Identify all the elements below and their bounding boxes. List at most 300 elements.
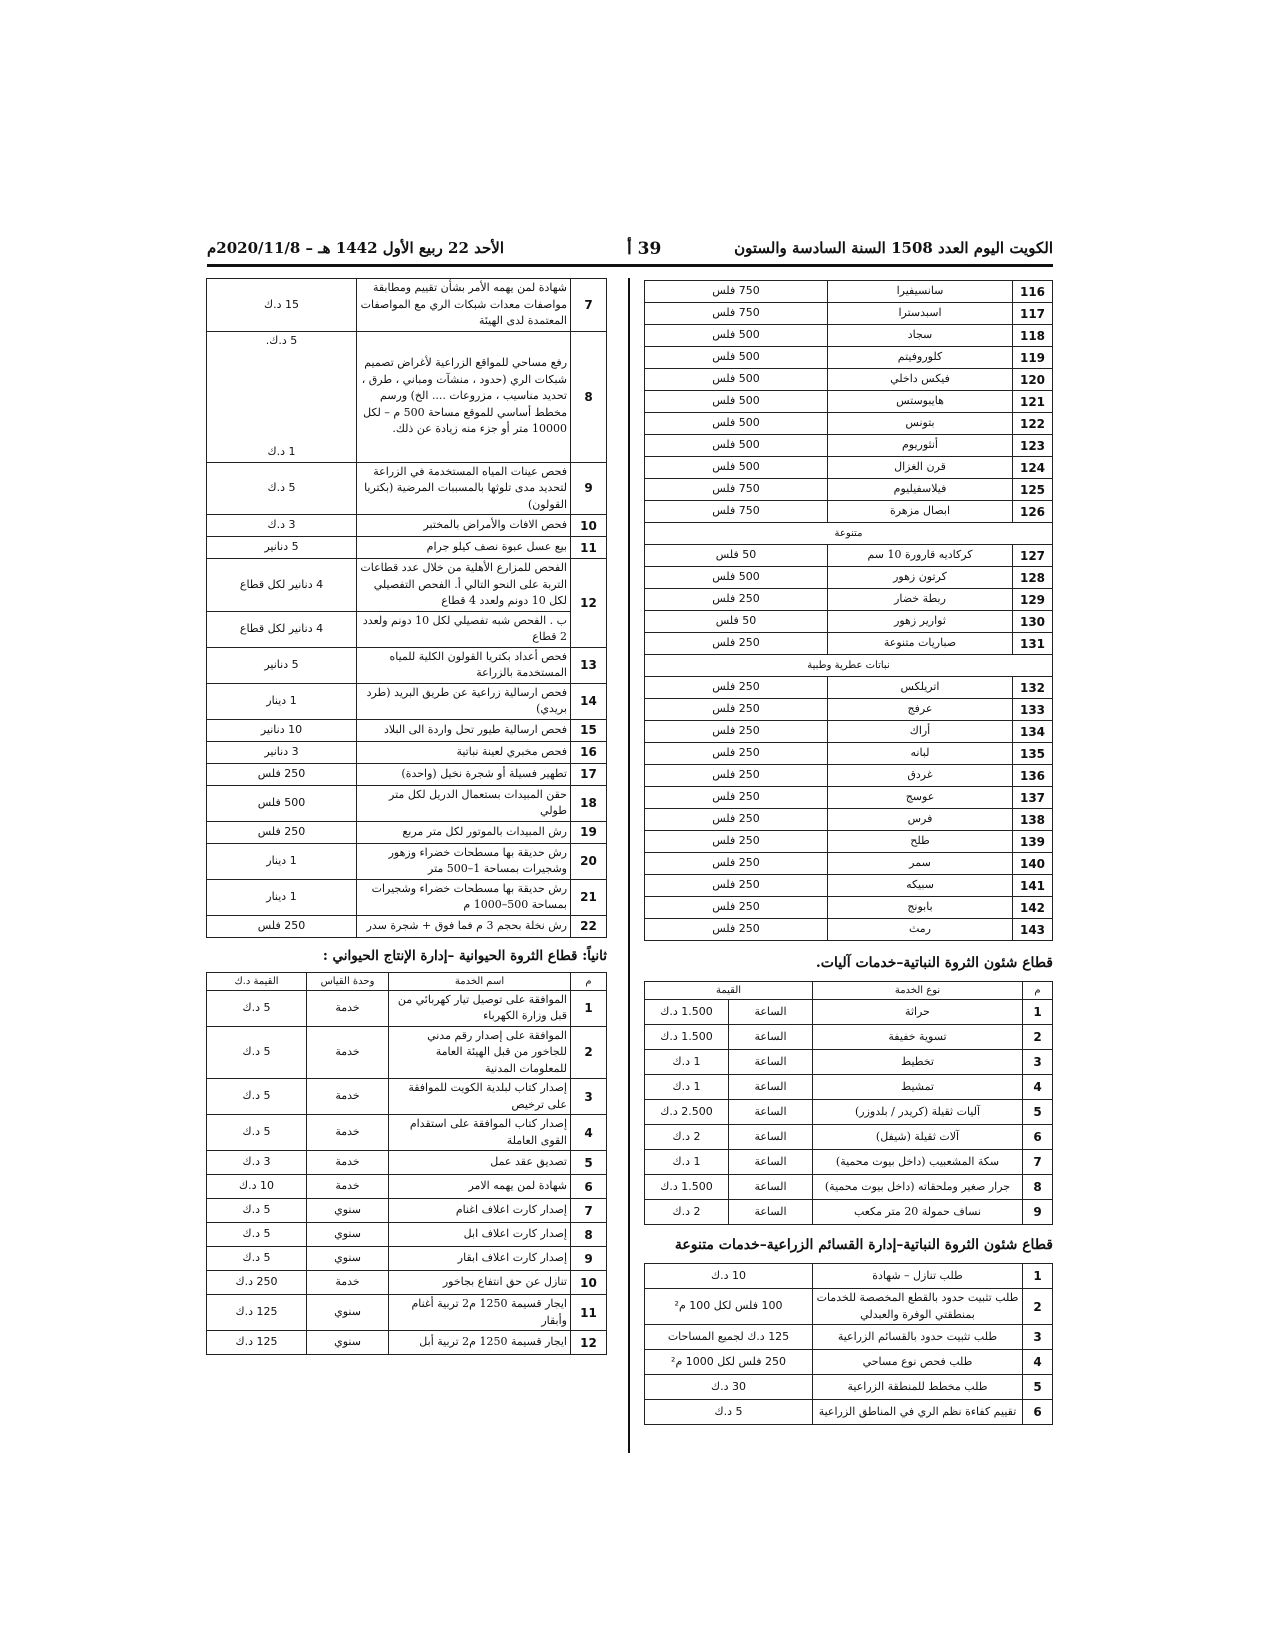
item-name: غردق bbox=[828, 765, 1013, 787]
row-number: 10 bbox=[571, 1271, 607, 1295]
service-name: فحص عينات المياه المستخدمة في الزراعة لتحديد مدى تلوثها بالمسببات المرضية (بكتريا القولون) bbox=[357, 462, 571, 515]
row-number: 127 bbox=[1013, 545, 1053, 567]
price bbox=[207, 515, 357, 537]
row-number: 21 bbox=[571, 879, 607, 915]
unit: الساعة bbox=[729, 1125, 813, 1150]
unit: الساعة bbox=[729, 1050, 813, 1075]
service-name: حقن المبيدات بستعمال الدريل لكل متر طولي bbox=[357, 785, 571, 821]
unit: سنوي bbox=[307, 1247, 389, 1271]
unit: الساعة bbox=[729, 1150, 813, 1175]
service-name: شهادة لمن يهمه الامر bbox=[389, 1175, 571, 1199]
price: 125 د.ك bbox=[207, 1331, 307, 1355]
row-number: 1 bbox=[1023, 1000, 1053, 1025]
table-row bbox=[644, 1075, 1052, 1100]
item-name: قرن الغزال bbox=[828, 457, 1013, 479]
right-column bbox=[645, 280, 1053, 1425]
service-name: طلب مخطط للمنطقة الزراعية bbox=[813, 1375, 1023, 1400]
price-value: 250 فلس bbox=[257, 918, 306, 932]
row-number: 139 bbox=[1013, 831, 1053, 853]
table-row bbox=[207, 990, 607, 1026]
service-name: فحص مخبري لعينة نباتية bbox=[357, 741, 571, 763]
item-price: 500 فلس bbox=[645, 347, 828, 369]
table-row bbox=[645, 589, 1053, 611]
service-name: فحص أعداد بكتريا القولون الكلية للمياه المستخدمة بالزراعة bbox=[357, 647, 571, 683]
price: 2.500 د.ك bbox=[644, 1100, 728, 1125]
row-number: 10 bbox=[571, 515, 607, 537]
row-number: 13 bbox=[571, 647, 607, 683]
table-row bbox=[645, 303, 1053, 325]
service-name: طلب تثبيت حدود بالقطع المخصصة للخدمات بمنطقتي الوفرة والعبدلي bbox=[813, 1289, 1023, 1325]
row-number: 117 bbox=[1013, 303, 1053, 325]
service-name: جرار صغير وملحقاته (داخل بيوت محمية) bbox=[813, 1175, 1023, 1200]
row-number: 6 bbox=[571, 1175, 607, 1199]
item-price: 250 فلس bbox=[645, 743, 828, 765]
row-number: 15 bbox=[571, 719, 607, 741]
service-name: رش المبيدات بالموتور لكل متر مربع bbox=[357, 821, 571, 843]
price bbox=[207, 559, 357, 612]
row-number: 143 bbox=[1013, 919, 1053, 941]
price bbox=[207, 537, 357, 559]
row-number: 123 bbox=[1013, 435, 1053, 457]
item-price: 500 فلس bbox=[645, 567, 828, 589]
price: 2 د.ك bbox=[644, 1125, 728, 1150]
price: 10 د.ك bbox=[207, 1175, 307, 1199]
table-row bbox=[645, 457, 1053, 479]
table-row bbox=[207, 821, 607, 843]
service-name: رش نخلة بحجم 3 م فما فوق + شجرة سدر bbox=[357, 915, 571, 937]
row-number: 138 bbox=[1013, 809, 1053, 831]
row-number: 11 bbox=[571, 537, 607, 559]
table-row bbox=[645, 787, 1053, 809]
row-number: 7 bbox=[1023, 1150, 1053, 1175]
unit: خدمة bbox=[307, 1151, 389, 1175]
row-number: 120 bbox=[1013, 369, 1053, 391]
table-row bbox=[645, 1400, 1053, 1425]
table-header-row bbox=[207, 972, 607, 990]
unit: سنوي bbox=[307, 1331, 389, 1355]
category-row bbox=[645, 523, 1053, 545]
item-price: 250 فلس bbox=[645, 897, 828, 919]
price bbox=[207, 331, 357, 462]
col-header-m: م bbox=[1023, 982, 1053, 1000]
item-price: 500 فلس bbox=[645, 325, 828, 347]
table-row bbox=[645, 281, 1053, 303]
animal-section-title: ثانياً: قطاع الثروة الحيوانية –إدارة الإنتاج الحيواني : bbox=[322, 947, 607, 964]
table-row bbox=[207, 1331, 607, 1355]
price: 5 د.ك bbox=[207, 1199, 307, 1223]
table-row bbox=[207, 611, 607, 647]
row-number: 6 bbox=[1023, 1400, 1053, 1425]
item-name: كرتون زهور bbox=[828, 567, 1013, 589]
service-name: طلب تثبيت حدود بالقسائم الزراعية bbox=[813, 1325, 1023, 1350]
item-price: 250 فلس bbox=[645, 699, 828, 721]
row-number: 18 bbox=[571, 785, 607, 821]
item-name: عرفج bbox=[828, 699, 1013, 721]
item-price: 250 فلس bbox=[645, 721, 828, 743]
animal-services-table bbox=[206, 972, 607, 1356]
row-number: 16 bbox=[571, 741, 607, 763]
item-price: 250 فلس bbox=[645, 875, 828, 897]
price-value: 4 دنانير لكل قطاع bbox=[239, 621, 324, 635]
item-name: سجاد bbox=[828, 325, 1013, 347]
table-row bbox=[645, 611, 1053, 633]
table-row bbox=[644, 1000, 1052, 1025]
price-value: 4 دنانير لكل قطاع bbox=[239, 577, 324, 591]
table-row bbox=[645, 325, 1053, 347]
item-name: ابصال مزهرة bbox=[828, 501, 1013, 523]
service-name: رفع مساحي للمواقع الزراعية لأغراض تصميم شبكات الري (حدود ، منشآت ومباني ، طرق ، تحديد مناسيب ، مزروعات .... الخ) ورسم مخطط أساسي للموقع مساحة 500 م – لكل 10000 متر أو جزء منه زيادة عن ذلك. bbox=[357, 331, 571, 462]
unit: خدمة bbox=[307, 990, 389, 1026]
category-label: متنوعة bbox=[645, 523, 1053, 545]
table-row bbox=[207, 915, 607, 937]
price-value: 15 د.ك bbox=[264, 297, 299, 311]
price-value: 5 دنانير bbox=[264, 540, 299, 554]
item-name: فرس bbox=[828, 809, 1013, 831]
service-name: سكة المشعبيب (داخل بيوت محمية) bbox=[813, 1150, 1023, 1175]
machines-table-body bbox=[644, 1000, 1052, 1225]
service-name: تنازل عن حق انتفاع بجاخور bbox=[389, 1271, 571, 1295]
price bbox=[207, 611, 357, 647]
price-value-extra: 1 د.ك bbox=[267, 445, 296, 458]
price bbox=[207, 915, 357, 937]
table-row bbox=[645, 765, 1053, 787]
price: 10 د.ك bbox=[645, 1264, 813, 1289]
table-row bbox=[645, 1375, 1053, 1400]
price: 250 فلس لكل 1000 م² bbox=[645, 1350, 813, 1375]
price-value: 3 دنانير bbox=[264, 744, 299, 758]
service-name: نساف حمولة 20 متر مكعب bbox=[813, 1200, 1023, 1225]
row-number: 2 bbox=[1023, 1289, 1053, 1325]
table-row bbox=[207, 741, 607, 763]
unit: الساعة bbox=[729, 1100, 813, 1125]
item-price: 250 فلس bbox=[645, 589, 828, 611]
row-number: 12 bbox=[571, 559, 607, 648]
row-number: 3 bbox=[1023, 1050, 1053, 1075]
table-row bbox=[207, 1199, 607, 1223]
col-header-value: القيمة د.ك bbox=[207, 972, 307, 990]
table-row bbox=[645, 369, 1053, 391]
service-name: فحص ارسالية طيور تحل واردة الى البلاد bbox=[357, 719, 571, 741]
table-row bbox=[207, 1115, 607, 1151]
item-price: 250 فلس bbox=[645, 787, 828, 809]
table-row bbox=[645, 479, 1053, 501]
category-label: نباتات عطرية وطبية bbox=[645, 655, 1053, 677]
table-row bbox=[645, 809, 1053, 831]
service-name: بيع عسل عبوة نصف كيلو جرام bbox=[357, 537, 571, 559]
price: 3 د.ك bbox=[207, 1151, 307, 1175]
table-row bbox=[207, 1151, 607, 1175]
table-row bbox=[645, 875, 1053, 897]
table-row bbox=[645, 391, 1053, 413]
item-price: 500 فلس bbox=[645, 435, 828, 457]
service-name: آليات ثقيلة (كريدر / بلدوزر) bbox=[813, 1100, 1023, 1125]
item-price: 250 فلس bbox=[645, 765, 828, 787]
table-row bbox=[207, 331, 607, 462]
unit: سنوي bbox=[307, 1295, 389, 1331]
row-number: 5 bbox=[1023, 1100, 1053, 1125]
service-name: تقييم كفاءة نظم الري في المناطق الزراعية bbox=[813, 1400, 1023, 1425]
price: 250 د.ك bbox=[207, 1271, 307, 1295]
item-price: 750 فلس bbox=[645, 281, 828, 303]
header-date: الأحد 22 ربيع الأول 1442 هـ – 2020/11/8م bbox=[207, 239, 504, 257]
table-row bbox=[207, 1295, 607, 1331]
machines-table bbox=[644, 981, 1053, 1225]
unit: الساعة bbox=[729, 1200, 813, 1225]
service-name: طلب فحص نوع مساحي bbox=[813, 1350, 1023, 1375]
item-name: هايبوستس bbox=[828, 391, 1013, 413]
price: 5 د.ك bbox=[645, 1400, 813, 1425]
service-name: ايجار قسيمة 1250 م2 تربية أغنام وأبقار bbox=[389, 1295, 571, 1331]
row-number: 11 bbox=[571, 1295, 607, 1331]
item-name: سبيكه bbox=[828, 875, 1013, 897]
service-name: الموافقة على إصدار رقم مدني للجاخور من قبل الهيئة العامة للمعلومات المدنية bbox=[389, 1026, 571, 1079]
row-number: 126 bbox=[1013, 501, 1053, 523]
table-row bbox=[207, 1271, 607, 1295]
row-number: 129 bbox=[1013, 589, 1053, 611]
item-price: 750 فلس bbox=[645, 501, 828, 523]
table-row bbox=[645, 919, 1053, 941]
item-name: لبانه bbox=[828, 743, 1013, 765]
table-row bbox=[645, 567, 1053, 589]
table-row bbox=[207, 537, 607, 559]
service-name: إصدار كارت اعلاف اغنام bbox=[389, 1199, 571, 1223]
price: 5 د.ك bbox=[207, 1247, 307, 1271]
price: 1.500 د.ك bbox=[644, 1000, 728, 1025]
price: 1 د.ك bbox=[644, 1050, 728, 1075]
item-name: أنثوريوم bbox=[828, 435, 1013, 457]
service-name: رش حديقة بها مسطحات خضراء وشجيرات بمساحة 500–1000 م bbox=[357, 879, 571, 915]
unit: خدمة bbox=[307, 1271, 389, 1295]
table-row bbox=[645, 831, 1053, 853]
row-number: 125 bbox=[1013, 479, 1053, 501]
row-number: 7 bbox=[571, 1199, 607, 1223]
item-name: بابونج bbox=[828, 897, 1013, 919]
agri-services-table bbox=[644, 1263, 1053, 1425]
header-publication: الكويت اليوم العدد 1508 السنة السادسة والستون bbox=[734, 239, 1053, 257]
table-row bbox=[644, 1200, 1052, 1225]
row-number: 5 bbox=[571, 1151, 607, 1175]
row-number: 9 bbox=[571, 1247, 607, 1271]
unit: سنوي bbox=[307, 1223, 389, 1247]
table-row bbox=[644, 1025, 1052, 1050]
price-value: 1 دينار bbox=[266, 853, 297, 867]
price: 1.500 د.ك bbox=[644, 1175, 728, 1200]
agri-section-title: قطاع شئون الثروة النباتية–إدارة القسائم الزراعية–خدمات متنوعة bbox=[674, 1237, 1053, 1253]
row-number: 136 bbox=[1013, 765, 1053, 787]
price bbox=[207, 763, 357, 785]
price-value: 5 د.ك. bbox=[265, 333, 298, 347]
row-number: 2 bbox=[1023, 1025, 1053, 1050]
agri-table-body bbox=[645, 1264, 1053, 1425]
row-number: 9 bbox=[571, 462, 607, 515]
unit: خدمة bbox=[307, 1079, 389, 1115]
item-name: كلوروفيتم bbox=[828, 347, 1013, 369]
price-value: 250 فلس bbox=[257, 824, 306, 838]
item-price: 500 فلس bbox=[645, 369, 828, 391]
row-number: 119 bbox=[1013, 347, 1053, 369]
unit: الساعة bbox=[729, 1075, 813, 1100]
item-name: طلح bbox=[828, 831, 1013, 853]
item-name: رمث bbox=[828, 919, 1013, 941]
row-number: 4 bbox=[571, 1115, 607, 1151]
row-number: 22 bbox=[571, 915, 607, 937]
item-name: أراك bbox=[828, 721, 1013, 743]
table-row bbox=[207, 843, 607, 879]
table-row bbox=[645, 633, 1053, 655]
row-number: 19 bbox=[571, 821, 607, 843]
row-number: 142 bbox=[1013, 897, 1053, 919]
header-rule bbox=[207, 264, 1053, 267]
price: 5 د.ك bbox=[207, 1223, 307, 1247]
unit: خدمة bbox=[307, 1026, 389, 1079]
price bbox=[207, 785, 357, 821]
price-value: 3 د.ك bbox=[267, 518, 296, 532]
table-row bbox=[645, 699, 1053, 721]
service-name: حراثة bbox=[813, 1000, 1023, 1025]
table-row bbox=[207, 1223, 607, 1247]
row-number: 116 bbox=[1013, 281, 1053, 303]
service-name: تمشيط bbox=[813, 1075, 1023, 1100]
item-price: 50 فلس bbox=[645, 545, 828, 567]
plants-price-table bbox=[644, 280, 1053, 941]
service-name: إصدار كارت اعلاف ابقار bbox=[389, 1247, 571, 1271]
table-row bbox=[207, 719, 607, 741]
service-name: إصدار كارت اعلاف ابل bbox=[389, 1223, 571, 1247]
item-price: 750 فلس bbox=[645, 479, 828, 501]
table-row bbox=[645, 501, 1053, 523]
item-name: اتريلكس bbox=[828, 677, 1013, 699]
price: 125 د.ك لجميع المساحات bbox=[645, 1325, 813, 1350]
price bbox=[207, 683, 357, 719]
item-price: 250 فلس bbox=[645, 853, 828, 875]
row-number: 8 bbox=[1023, 1175, 1053, 1200]
category-row bbox=[645, 655, 1053, 677]
unit: خدمة bbox=[307, 1175, 389, 1199]
col-header-unit: وحدة القياس bbox=[307, 972, 389, 990]
unit: سنوي bbox=[307, 1199, 389, 1223]
service-name: تسوية خفيفة bbox=[813, 1025, 1023, 1050]
item-name: صباريات متنوعة bbox=[828, 633, 1013, 655]
table-row bbox=[207, 785, 607, 821]
item-price: 50 فلس bbox=[645, 611, 828, 633]
table-row bbox=[207, 1079, 607, 1115]
table-row bbox=[207, 1175, 607, 1199]
item-price: 500 فلس bbox=[645, 457, 828, 479]
table-row bbox=[207, 559, 607, 612]
price-value: 1 دينار bbox=[266, 889, 297, 903]
row-number: 20 bbox=[571, 843, 607, 879]
service-name: إصدار كتاب لبلدية الكويت للموافقة على ترخيص bbox=[389, 1079, 571, 1115]
row-number: 140 bbox=[1013, 853, 1053, 875]
row-number: 3 bbox=[571, 1079, 607, 1115]
table-row bbox=[645, 1289, 1053, 1325]
row-number: 3 bbox=[1023, 1325, 1053, 1350]
left-column bbox=[207, 278, 607, 1355]
table-row bbox=[645, 897, 1053, 919]
price-value: 5 دنانير bbox=[264, 657, 299, 671]
price bbox=[207, 741, 357, 763]
table-row bbox=[207, 515, 607, 537]
price-value: 250 فلس bbox=[257, 766, 306, 780]
row-number: 1 bbox=[1023, 1264, 1053, 1289]
item-name: بتونس bbox=[828, 413, 1013, 435]
service-name: الموافقة على توصيل تيار كهربائي من قبل وزارة الكهرباء bbox=[389, 990, 571, 1026]
price: 1 د.ك bbox=[644, 1150, 728, 1175]
table-row bbox=[207, 1247, 607, 1271]
service-name: ايجار قسيمة 1250 م2 تربية أبل bbox=[389, 1331, 571, 1355]
price: 1.500 د.ك bbox=[644, 1025, 728, 1050]
row-number: 12 bbox=[571, 1331, 607, 1355]
price: 2 د.ك bbox=[644, 1200, 728, 1225]
animal-table-body bbox=[207, 990, 607, 1355]
table-row bbox=[644, 1150, 1052, 1175]
table-row bbox=[207, 279, 607, 332]
price: 1 د.ك bbox=[644, 1075, 728, 1100]
row-number: 14 bbox=[571, 683, 607, 719]
row-number: 135 bbox=[1013, 743, 1053, 765]
table-row bbox=[645, 721, 1053, 743]
item-price: 750 فلس bbox=[645, 303, 828, 325]
row-number: 131 bbox=[1013, 633, 1053, 655]
service-name: فحص الافات والأمراض بالمختبر bbox=[357, 515, 571, 537]
item-name: سمر bbox=[828, 853, 1013, 875]
service-name: تخطيط bbox=[813, 1050, 1023, 1075]
row-number: 7 bbox=[571, 279, 607, 332]
table-row bbox=[645, 413, 1053, 435]
lab-table-body bbox=[207, 279, 607, 938]
price: 100 فلس لكل 100 م² bbox=[645, 1289, 813, 1325]
price bbox=[207, 462, 357, 515]
row-number: 6 bbox=[1023, 1125, 1053, 1150]
table-row bbox=[645, 1264, 1053, 1289]
price: 5 د.ك bbox=[207, 1115, 307, 1151]
row-number: 124 bbox=[1013, 457, 1053, 479]
row-number: 141 bbox=[1013, 875, 1053, 897]
price: 5 د.ك bbox=[207, 1079, 307, 1115]
row-number: 4 bbox=[1023, 1075, 1053, 1100]
table-row bbox=[207, 462, 607, 515]
table-header-row bbox=[644, 982, 1052, 1000]
table-row bbox=[644, 1175, 1052, 1200]
service-name: شهادة لمن يهمه الأمر بشأن تقييم ومطابقة مواصفات معدات شبكات الري مع المواصفات المعتمدة لدى الهيئة bbox=[357, 279, 571, 332]
table-row bbox=[207, 879, 607, 915]
machines-section-title: قطاع شئون الثروة النباتية–خدمات آليات. bbox=[815, 955, 1053, 971]
price: 5 د.ك bbox=[207, 990, 307, 1026]
plants-table-body bbox=[645, 281, 1053, 941]
table-row bbox=[645, 545, 1053, 567]
item-name: اسبدسترا bbox=[828, 303, 1013, 325]
table-row bbox=[207, 1026, 607, 1079]
row-number: 9 bbox=[1023, 1200, 1053, 1225]
item-name: عوسج bbox=[828, 787, 1013, 809]
table-row bbox=[645, 347, 1053, 369]
table-row bbox=[207, 763, 607, 785]
row-number: 8 bbox=[571, 1223, 607, 1247]
price-value: 5 د.ك bbox=[267, 481, 296, 494]
price-value: 10 دنانير bbox=[260, 722, 303, 736]
table-row bbox=[645, 1325, 1053, 1350]
item-price: 250 فلس bbox=[645, 919, 828, 941]
column-separator bbox=[628, 278, 630, 1453]
unit: الساعة bbox=[729, 1025, 813, 1050]
row-number: 130 bbox=[1013, 611, 1053, 633]
table-row bbox=[645, 435, 1053, 457]
item-name: ثوارير زهور bbox=[828, 611, 1013, 633]
row-number: 8 bbox=[571, 331, 607, 462]
item-price: 250 فلس bbox=[645, 831, 828, 853]
table-row bbox=[644, 1125, 1052, 1150]
service-name: ب . الفحص شبه تفصيلي لكل 10 دونم ولعدد 2 قطاع bbox=[357, 611, 571, 647]
